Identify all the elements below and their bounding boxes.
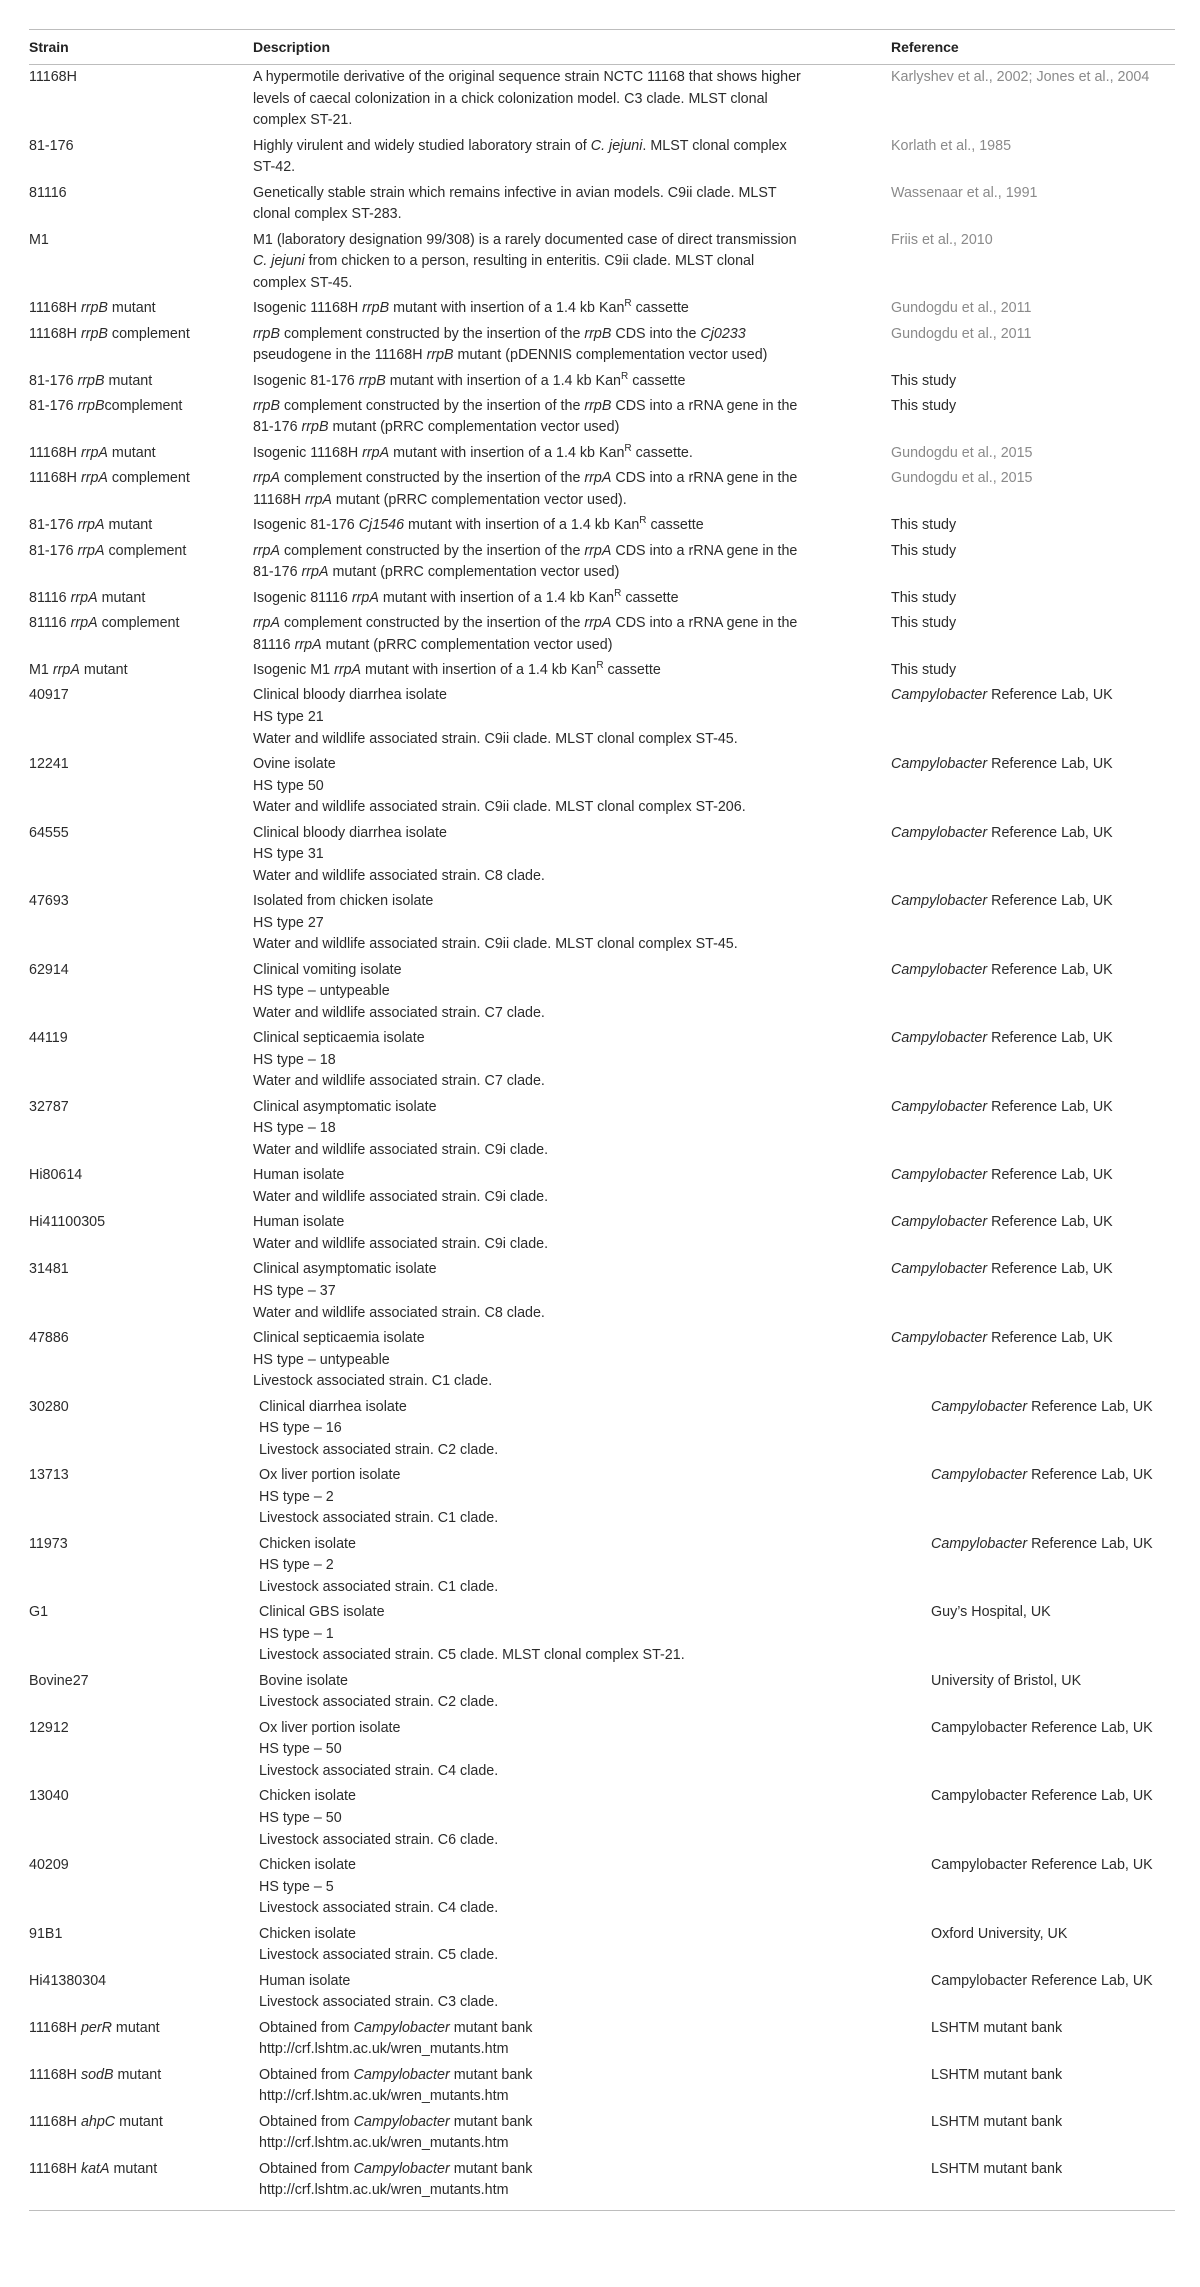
header-strain: Strain (29, 30, 253, 65)
reference-cell: Campylobacter Reference Lab, UK (931, 1719, 1153, 1736)
description-cell: Chicken isolate HS type – 5 Livestock associated strain. C4 clade. (259, 1857, 499, 1917)
table-row (29, 65, 1175, 134)
reference-cell: Campylobacter Reference Lab, UK (891, 961, 1113, 978)
strain-cell: M1 (29, 231, 49, 248)
table-row (29, 889, 1175, 958)
description-cell: Isogenic 11168H rrpA mutant with insertion of a 1.4 kb Kan$^R$ cassette. (253, 442, 693, 461)
reference-cell: Campylobacter Reference Lab, UK (931, 1535, 1153, 1552)
table-row (29, 683, 1175, 752)
reference-link[interactable]: Gundogdu et al., 2011 (891, 300, 1032, 317)
reference-cell: LSHTM mutant bank (931, 2113, 1063, 2130)
table-row (29, 1026, 1175, 1095)
mutant-bank-url[interactable]: http://crf.lshtm.ac.uk/wren_mutants.htm (259, 2135, 509, 2152)
table-row (29, 586, 1175, 611)
strain-cell: Hi80614 (29, 1167, 83, 1184)
description-cell: Clinical bloody diarrhea isolate HS type 31 Water and wildlife associated strain. C8 clade. (253, 824, 545, 884)
table-row (29, 1210, 1175, 1257)
strain-cell: 11168H rrpB mutant (29, 300, 156, 317)
reference-cell (891, 181, 1175, 228)
description-cell: Clinical GBS isolate HS type – 1 Livestock associated strain. C5 clade. MLST clonal complex ST-21. (259, 1604, 685, 1664)
table-row (29, 181, 1175, 228)
reference-cell: Campylobacter Reference Lab, UK (891, 1167, 1113, 1184)
table-row (29, 2157, 1175, 2211)
table-row (29, 1395, 1175, 1464)
reference-cell: Campylobacter Reference Lab, UK (891, 1329, 1113, 1346)
reference-cell: Campylobacter Reference Lab, UK (931, 1972, 1153, 1989)
description-cell: Human isolate Livestock associated strain. C3 clade. (259, 1972, 499, 2011)
description-cell: Isogenic 11168H rrpB mutant with insertion of a 1.4 kb Kan$^R$ cassette (253, 298, 689, 317)
reference-cell: Campylobacter Reference Lab, UK (931, 1398, 1153, 1415)
table-row (29, 1669, 1175, 1716)
strain-cell: 12241 (29, 755, 69, 772)
reference-cell (891, 296, 1175, 321)
strain-cell: G1 (29, 1604, 49, 1621)
table-row (29, 2016, 1175, 2063)
strain-cell: 81116 (29, 184, 67, 201)
strain-cell: 11168H sodB mutant (29, 2066, 162, 2083)
table-row (29, 1163, 1175, 1210)
description-cell: rrpB complement constructed by the insertion of the rrpB CDS into a rRNA gene in the 81-176 rrpB mutant (pRRC complementation vector used) (253, 397, 798, 436)
reference-cell (891, 228, 1175, 297)
reference-link[interactable]: Gundogdu et al., 2015 (891, 444, 1033, 461)
strain-cell: 47886 (29, 1329, 69, 1346)
reference-cell: Campylobacter Reference Lab, UK (891, 1214, 1113, 1231)
reference-cell: Campylobacter Reference Lab, UK (891, 1098, 1113, 1115)
description-cell: Clinical vomiting isolate HS type – untypeable Water and wildlife associated strain. C7 clade. (253, 961, 545, 1021)
description-cell: Ovine isolate HS type 50 Water and wildlife associated strain. C9ii clade. MLST clonal complex ST-206. (253, 755, 746, 816)
table-row (29, 441, 1175, 466)
description-cell: Isogenic 81116 rrpA mutant with insertion of a 1.4 kb Kan$^R$ cassette (253, 587, 679, 606)
strain-cell: 11168H rrpA mutant (29, 444, 156, 461)
reference-link[interactable]: Wassenaar et al., 1991 (891, 184, 1038, 201)
table-row (29, 611, 1175, 658)
description-cell: Clinical septicaemia isolate HS type – untypeable Livestock associated strain. C1 clade. (253, 1329, 493, 1390)
strain-cell: 13040 (29, 1788, 69, 1805)
reference-cell: This study (891, 615, 957, 632)
table-row (29, 752, 1175, 821)
table-row (29, 296, 1175, 321)
reference-cell: Campylobacter Reference Lab, UK (891, 1261, 1113, 1278)
reference-cell: Campylobacter Reference Lab, UK (931, 1467, 1153, 1484)
description-cell: Chicken isolate Livestock associated strain. C5 clade. (259, 1925, 499, 1964)
description-cell: Clinical asymptomatic isolate HS type – 37 Water and wildlife associated strain. C8 clade. (253, 1261, 545, 1321)
reference-cell: LSHTM mutant bank (931, 2066, 1063, 2083)
table-row (29, 1784, 1175, 1853)
strain-cell: 81116 rrpA complement (29, 615, 180, 632)
reference-cell: University of Bristol, UK (931, 1672, 1082, 1689)
strain-cell: 11168H katA mutant (29, 2157, 253, 2211)
reference-cell (891, 134, 1175, 181)
description-cell: Ox liver portion isolate HS type – 2 Livestock associated strain. C1 clade. (259, 1467, 499, 1527)
table-row (29, 134, 1175, 181)
description-cell: Human isolate Water and wildlife associated strain. C9i clade. (253, 1214, 549, 1253)
reference-cell: Campylobacter Reference Lab, UK (891, 687, 1113, 704)
table-row (29, 1095, 1175, 1164)
description-cell: Chicken isolate HS type – 50 Livestock associated strain. C6 clade. (259, 1788, 499, 1848)
reference-cell: Campylobacter Reference Lab, UK (931, 1788, 1153, 1805)
description-cell: Isolated from chicken isolate HS type 27 Water and wildlife associated strain. C9ii clade. MLST clonal complex ST-45. (253, 893, 738, 953)
description-cell: Isogenic 81-176 Cj1546 mutant with insertion of a 1.4 kb Kan$^R$ cassette (253, 515, 704, 534)
mutant-bank-url[interactable]: http://crf.lshtm.ac.uk/wren_mutants.htm (259, 2182, 509, 2199)
reference-cell: Oxford University, UK (931, 1925, 1068, 1942)
reference-cell: This study (891, 517, 957, 534)
table-row (29, 1853, 1175, 1922)
table-row (29, 513, 1175, 538)
reference-cell: Karlyshev et al., 2002; Jones et al., 2004 (891, 69, 1150, 85)
strain-cell: M1 rrpA mutant (29, 662, 128, 678)
reference-cell: LSHTM mutant bank (891, 2157, 1175, 2211)
reference-cell: Campylobacter Reference Lab, UK (891, 755, 1113, 772)
table-row (29, 1600, 1175, 1669)
strain-table (29, 29, 1175, 2211)
table-row (29, 821, 1175, 890)
table-row (29, 228, 1175, 297)
reference-cell: This study (891, 662, 957, 678)
strain-cell: 40209 (29, 1857, 69, 1874)
table-row (29, 1922, 1175, 1969)
reference-cell: LSHTM mutant bank (931, 2019, 1063, 2036)
strain-cell: Hi41100305 (29, 1214, 106, 1231)
strain-cell: 62914 (29, 961, 69, 978)
strain-cell: 11168H rrpB complement (29, 325, 190, 342)
description-cell: rrpB complement constructed by the insertion of the rrpB CDS into the Cj0233 pseudogene in the 11168H rrpB mutant (pDENNIS complementation vector used) (253, 325, 768, 364)
table-row (29, 394, 1175, 441)
strain-cell: 81-176 rrpBcomplement (29, 397, 183, 414)
description-cell: Clinical bloody diarrhea isolate HS type 21 Water and wildlife associated strain. C9ii clade. MLST clonal complex ST-45. (253, 687, 738, 747)
table-row (29, 658, 1175, 683)
strain-cell: 32787 (29, 1098, 69, 1115)
description-cell: rrpA complement constructed by the insertion of the rrpA CDS into a rRNA gene in the 81-176 rrpA mutant (pRRC complementation vector used) (253, 542, 798, 581)
reference-cell (891, 441, 1175, 466)
description-cell: Human isolate Water and wildlife associated strain. C9i clade. (253, 1167, 549, 1206)
strain-cell: Hi41380304 (29, 1972, 107, 1989)
table-row (29, 369, 1175, 394)
table-row (29, 1969, 1175, 2016)
description-cell: Ox liver portion isolate HS type – 50 Livestock associated strain. C4 clade. (259, 1719, 499, 1780)
strain-cell: 31481 (29, 1261, 69, 1278)
table-row (29, 466, 1175, 513)
table-row (29, 958, 1175, 1027)
table-row (29, 539, 1175, 586)
reference-cell (891, 466, 1175, 513)
description-cell: Genetically stable strain which remains infective in avian models. C9ii clade. MLST clonal complex ST-283. (253, 184, 777, 223)
description-cell: rrpA complement constructed by the insertion of the rrpA CDS into a rRNA gene in the 81116 rrpA mutant (pRRC complementation vector used) (253, 615, 798, 653)
reference-cell: This study (891, 589, 957, 606)
strain-cell: 81-176 rrpA mutant (29, 517, 153, 534)
table-row (29, 2110, 1175, 2157)
reference-link[interactable]: Gundogdu et al., 2015 (891, 470, 1033, 487)
description-cell: Obtained from Campylobacter mutant bank http://crf.lshtm.ac.uk/wren_mutants.htm (253, 2063, 891, 2110)
description-cell: Obtained from Campylobacter mutant bank http://crf.lshtm.ac.uk/wren_mutants.htm (253, 2110, 891, 2157)
strain-cell: 11168H (29, 69, 77, 85)
description-cell: Chicken isolate HS type – 2 Livestock associated strain. C1 clade. (259, 1535, 499, 1595)
reference-cell: Campylobacter Reference Lab, UK (891, 824, 1113, 841)
reference-link[interactable]: Jones et al., 2004 (1036, 69, 1150, 85)
reference-cell: This study (891, 397, 957, 414)
description-cell: A hypermotile derivative of the original sequence strain NCTC 11168 that shows higher levels of caecal colonization in a chick colonization model. C3 clade. MLST clonal complex ST-21. (253, 69, 801, 129)
strain-cell: 64555 (29, 824, 69, 841)
description-cell: rrpA complement constructed by the insertion of the rrpA CDS into a rRNA gene in the 11168H rrpA mutant (pRRC complementation vector used). (253, 470, 798, 508)
description-cell: Clinical septicaemia isolate HS type – 18 Water and wildlife associated strain. C7 clade. (253, 1030, 545, 1090)
reference-link[interactable]: Karlyshev et al., 2002 (891, 69, 1029, 85)
description-cell: Clinical asymptomatic isolate HS type – 18 Water and wildlife associated strain. C9i clade. (253, 1098, 549, 1159)
reference-cell: Campylobacter Reference Lab, UK (891, 893, 1113, 910)
strain-cell: 91B1 (29, 1925, 63, 1942)
strain-cell: 11973 (29, 1535, 68, 1552)
strain-cell: 40917 (29, 687, 69, 704)
description-cell: Obtained from Campylobacter mutant bank http://crf.lshtm.ac.uk/wren_mutants.htm (253, 2157, 891, 2211)
strain-cell: 30280 (29, 1398, 69, 1415)
strain-cell: 81-176 (29, 137, 74, 154)
table-row (29, 322, 1175, 369)
reference-cell: This study (891, 372, 957, 389)
header-reference: Reference (891, 30, 1175, 65)
table-row (29, 1326, 1175, 1395)
strain-cell: 11168H rrpA complement (29, 470, 190, 487)
reference-link[interactable]: Korlath et al., 1985 (891, 137, 1012, 154)
strain-cell: 11168H ahpC mutant (29, 2113, 163, 2130)
table-row (29, 1716, 1175, 1785)
reference-link[interactable]: Friis et al., 2010 (891, 231, 993, 248)
strain-cell: 44119 (29, 1030, 68, 1047)
description-cell: Bovine isolate Livestock associated strain. C2 clade. (259, 1672, 499, 1711)
strain-cell: 81-176 rrpA complement (29, 542, 187, 559)
strain-cell: Bovine27 (29, 1672, 89, 1689)
description-cell: Isogenic 81-176 rrpB mutant with insertion of a 1.4 kb Kan$^R$ cassette (253, 370, 686, 389)
strain-cell: 13713 (29, 1467, 69, 1484)
reference-cell: Campylobacter Reference Lab, UK (891, 1030, 1113, 1047)
description-cell: Highly virulent and widely studied laboratory strain of C. jejuni. MLST clonal complex ST-42. (253, 137, 787, 176)
table-row (29, 1463, 1175, 1532)
description-cell: Isogenic M1 rrpA mutant with insertion of a 1.4 kb Kan$^R$ cassette (253, 660, 661, 678)
description-cell: Clinical diarrhea isolate HS type – 16 Livestock associated strain. C2 clade. (259, 1398, 499, 1458)
table-row (29, 1257, 1175, 1326)
description-cell: Obtained from Campylobacter mutant bank http://crf.lshtm.ac.uk/wren_mutants.htm (253, 2016, 891, 2063)
reference-cell: This study (891, 542, 957, 559)
reference-cell: Guy’s Hospital, UK (931, 1604, 1051, 1621)
reference-cell: Campylobacter Reference Lab, UK (931, 1857, 1153, 1874)
strain-cell: 12912 (29, 1719, 69, 1736)
table-row (29, 1532, 1175, 1601)
mutant-bank-url[interactable]: http://crf.lshtm.ac.uk/wren_mutants.htm (259, 2041, 509, 2058)
description-cell: M1 (laboratory designation 99/308) is a rarely documented case of direct transmission C. jejuni from chicken to a person, resulting in enteritis. C9ii clade. MLST clonal complex ST-45. (253, 231, 797, 291)
strain-cell: 11168H perR mutant (29, 2019, 160, 2036)
mutant-bank-url[interactable]: http://crf.lshtm.ac.uk/wren_mutants.htm (259, 2088, 509, 2105)
table-row (29, 2063, 1175, 2110)
reference-link[interactable]: Gundogdu et al., 2011 (891, 325, 1032, 342)
strain-cell: 81-176 rrpB mutant (29, 372, 153, 389)
strain-cell: 47693 (29, 893, 69, 910)
reference-cell (891, 322, 1175, 369)
table-header-row (29, 30, 1175, 65)
strain-cell: 81116 rrpA mutant (29, 589, 146, 606)
header-description: Description (253, 30, 891, 65)
